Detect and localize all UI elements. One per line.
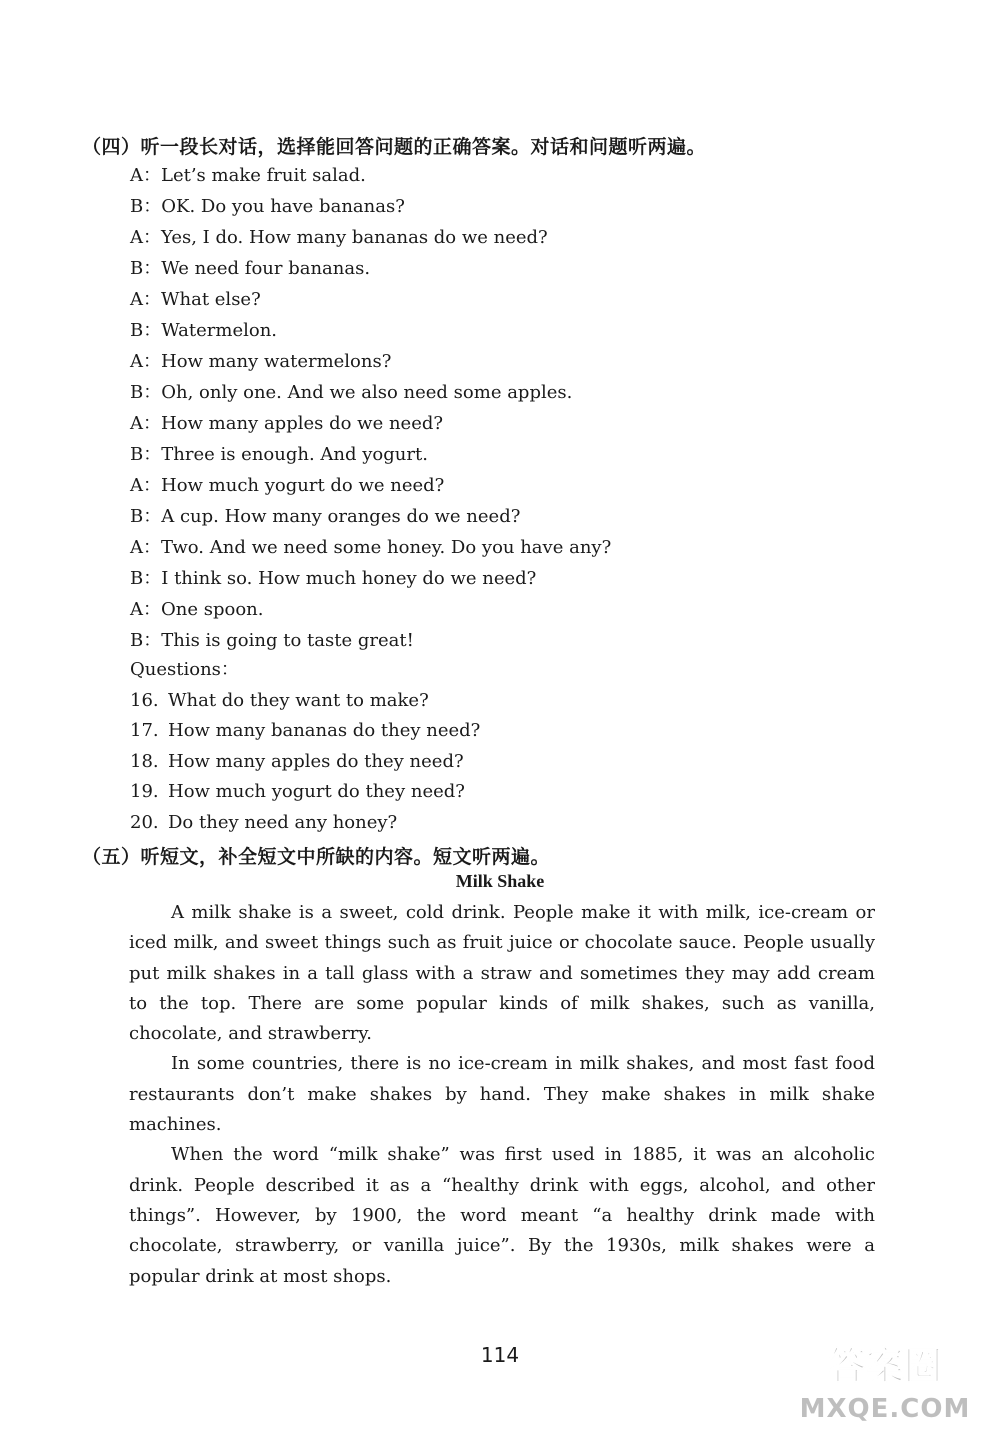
dialogue-text: This is going to taste great! [161, 630, 414, 651]
dialogue-text: What else? [161, 289, 261, 310]
question-item [130, 747, 830, 778]
questions-label: Questions： [130, 659, 239, 680]
dialogue-line [130, 625, 830, 656]
questions-block [130, 655, 830, 838]
speaker-label: B： [130, 258, 162, 279]
question-item [130, 716, 830, 747]
dialogue-text: Oh, only one. And we also need some apples. [161, 382, 573, 403]
speaker-label: A： [130, 537, 161, 558]
question-text: How much yogurt do they need? [168, 781, 465, 802]
svg-text:MXQE.COM: MXQE.COM [799, 1394, 971, 1424]
dialogue-text: Three is enough. And yogurt. [161, 444, 428, 465]
dialogue-line [130, 408, 830, 439]
dialogue-text: Two. And we need some honey. Do you have any? [161, 537, 612, 558]
question-item [130, 777, 830, 808]
dialogue-line [130, 439, 830, 470]
speaker-label: A： [130, 475, 161, 496]
speaker-label: B： [130, 196, 162, 217]
speaker-label: B： [130, 506, 162, 527]
question-number: 18. [130, 750, 159, 772]
speaker-label: B： [130, 568, 162, 589]
dialogue-line [130, 284, 830, 315]
dialogue-line [130, 594, 830, 625]
passage-paragraph: In some countries, there is no ice-cream in milk shakes, and most fast food restaurants don’t make shakes by hand. They make shakes in milk shake machines. [129, 1053, 875, 1136]
speaker-label: B： [130, 444, 162, 465]
question-text: Do they need any honey? [168, 811, 398, 833]
passage-body [129, 898, 875, 1292]
dialogue-text: Yes, I do. How many bananas do we need? [161, 227, 548, 248]
dialogue-text: How much yogurt do we need? [161, 475, 445, 496]
question-text: How many bananas do they need? [168, 720, 481, 741]
speaker-label: A： [130, 599, 161, 620]
speaker-label: A： [130, 351, 161, 372]
question-text: How many apples do they need? [168, 750, 464, 772]
question-number: 17. [130, 720, 159, 741]
dialogue-line [130, 346, 830, 377]
dialogue-line [130, 377, 830, 408]
section-5-heading: （五）听短文，补全短文中所缺的内容。短文听两遍。 [82, 846, 551, 868]
watermark-logo [780, 1337, 990, 1425]
dialogue [130, 160, 830, 656]
dialogue-text: One spoon. [161, 599, 264, 620]
dialogue-line [130, 501, 830, 532]
dialogue-text: Let’s make fruit salad. [161, 165, 366, 186]
speaker-label: A： [130, 165, 161, 186]
dialogue-line [130, 532, 830, 563]
dialogue-text: We need four bananas. [161, 258, 371, 279]
question-number: 16. [130, 689, 159, 711]
dialogue-line [130, 563, 830, 594]
dialogue-text: I think so. How much honey do we need? [161, 568, 537, 589]
speaker-label: A： [130, 413, 161, 434]
speaker-label: B： [130, 630, 162, 651]
passage-paragraph: A milk shake is a sweet, cold drink. People make it with milk, ice-cream or iced milk, and sweet things such as fruit juice or chocolate sauce. People usually put milk shakes in a tall glass with a straw and sometimes they may add cream to the top. There are some popular kinds of milk shakes, such as vanilla, chocolate, and strawberry. [129, 902, 875, 1045]
page-number: 114 [480, 1343, 520, 1367]
question-number: 20. [130, 811, 159, 833]
question-item [130, 808, 830, 839]
dialogue-text: Watermelon. [161, 320, 278, 341]
dialogue-line [130, 253, 830, 284]
dialogue-text: A cup. How many oranges do we need? [161, 506, 521, 527]
dialogue-text: OK. Do you have bananas? [161, 196, 405, 217]
passage-paragraph: When the word “milk shake” was first used in 1885, it was an alcoholic drink. People described it as a “healthy drink with eggs, alcohol, and other things”. However, by 1900, the word meant “a healthy drink made with chocolate, strawberry, or vanilla juice”. By the 1930s, milk shakes were a popular drink at most shops. [129, 1144, 875, 1287]
dialogue-text: How many apples do we need? [161, 413, 444, 434]
dialogue-line [130, 315, 830, 346]
speaker-label: B： [130, 320, 162, 341]
question-item [130, 686, 830, 717]
dialogue-text: How many watermelons? [161, 351, 392, 372]
question-number: 19. [130, 781, 159, 802]
dialogue-line [130, 222, 830, 253]
dialogue-line [130, 160, 830, 191]
dialogue-line [130, 191, 830, 222]
speaker-label: A： [130, 289, 161, 310]
speaker-label: B： [130, 382, 162, 403]
question-text: What do they want to make? [168, 689, 429, 711]
speaker-label: A： [130, 227, 161, 248]
dialogue-line [130, 470, 830, 501]
section-4-heading: （四）听一段长对话，选择能回答问题的正确答案。对话和问题听两遍。 [82, 136, 707, 158]
svg-text:答案圈: 答案圈 [827, 1344, 943, 1388]
passage-title: Milk Shake [455, 871, 545, 891]
